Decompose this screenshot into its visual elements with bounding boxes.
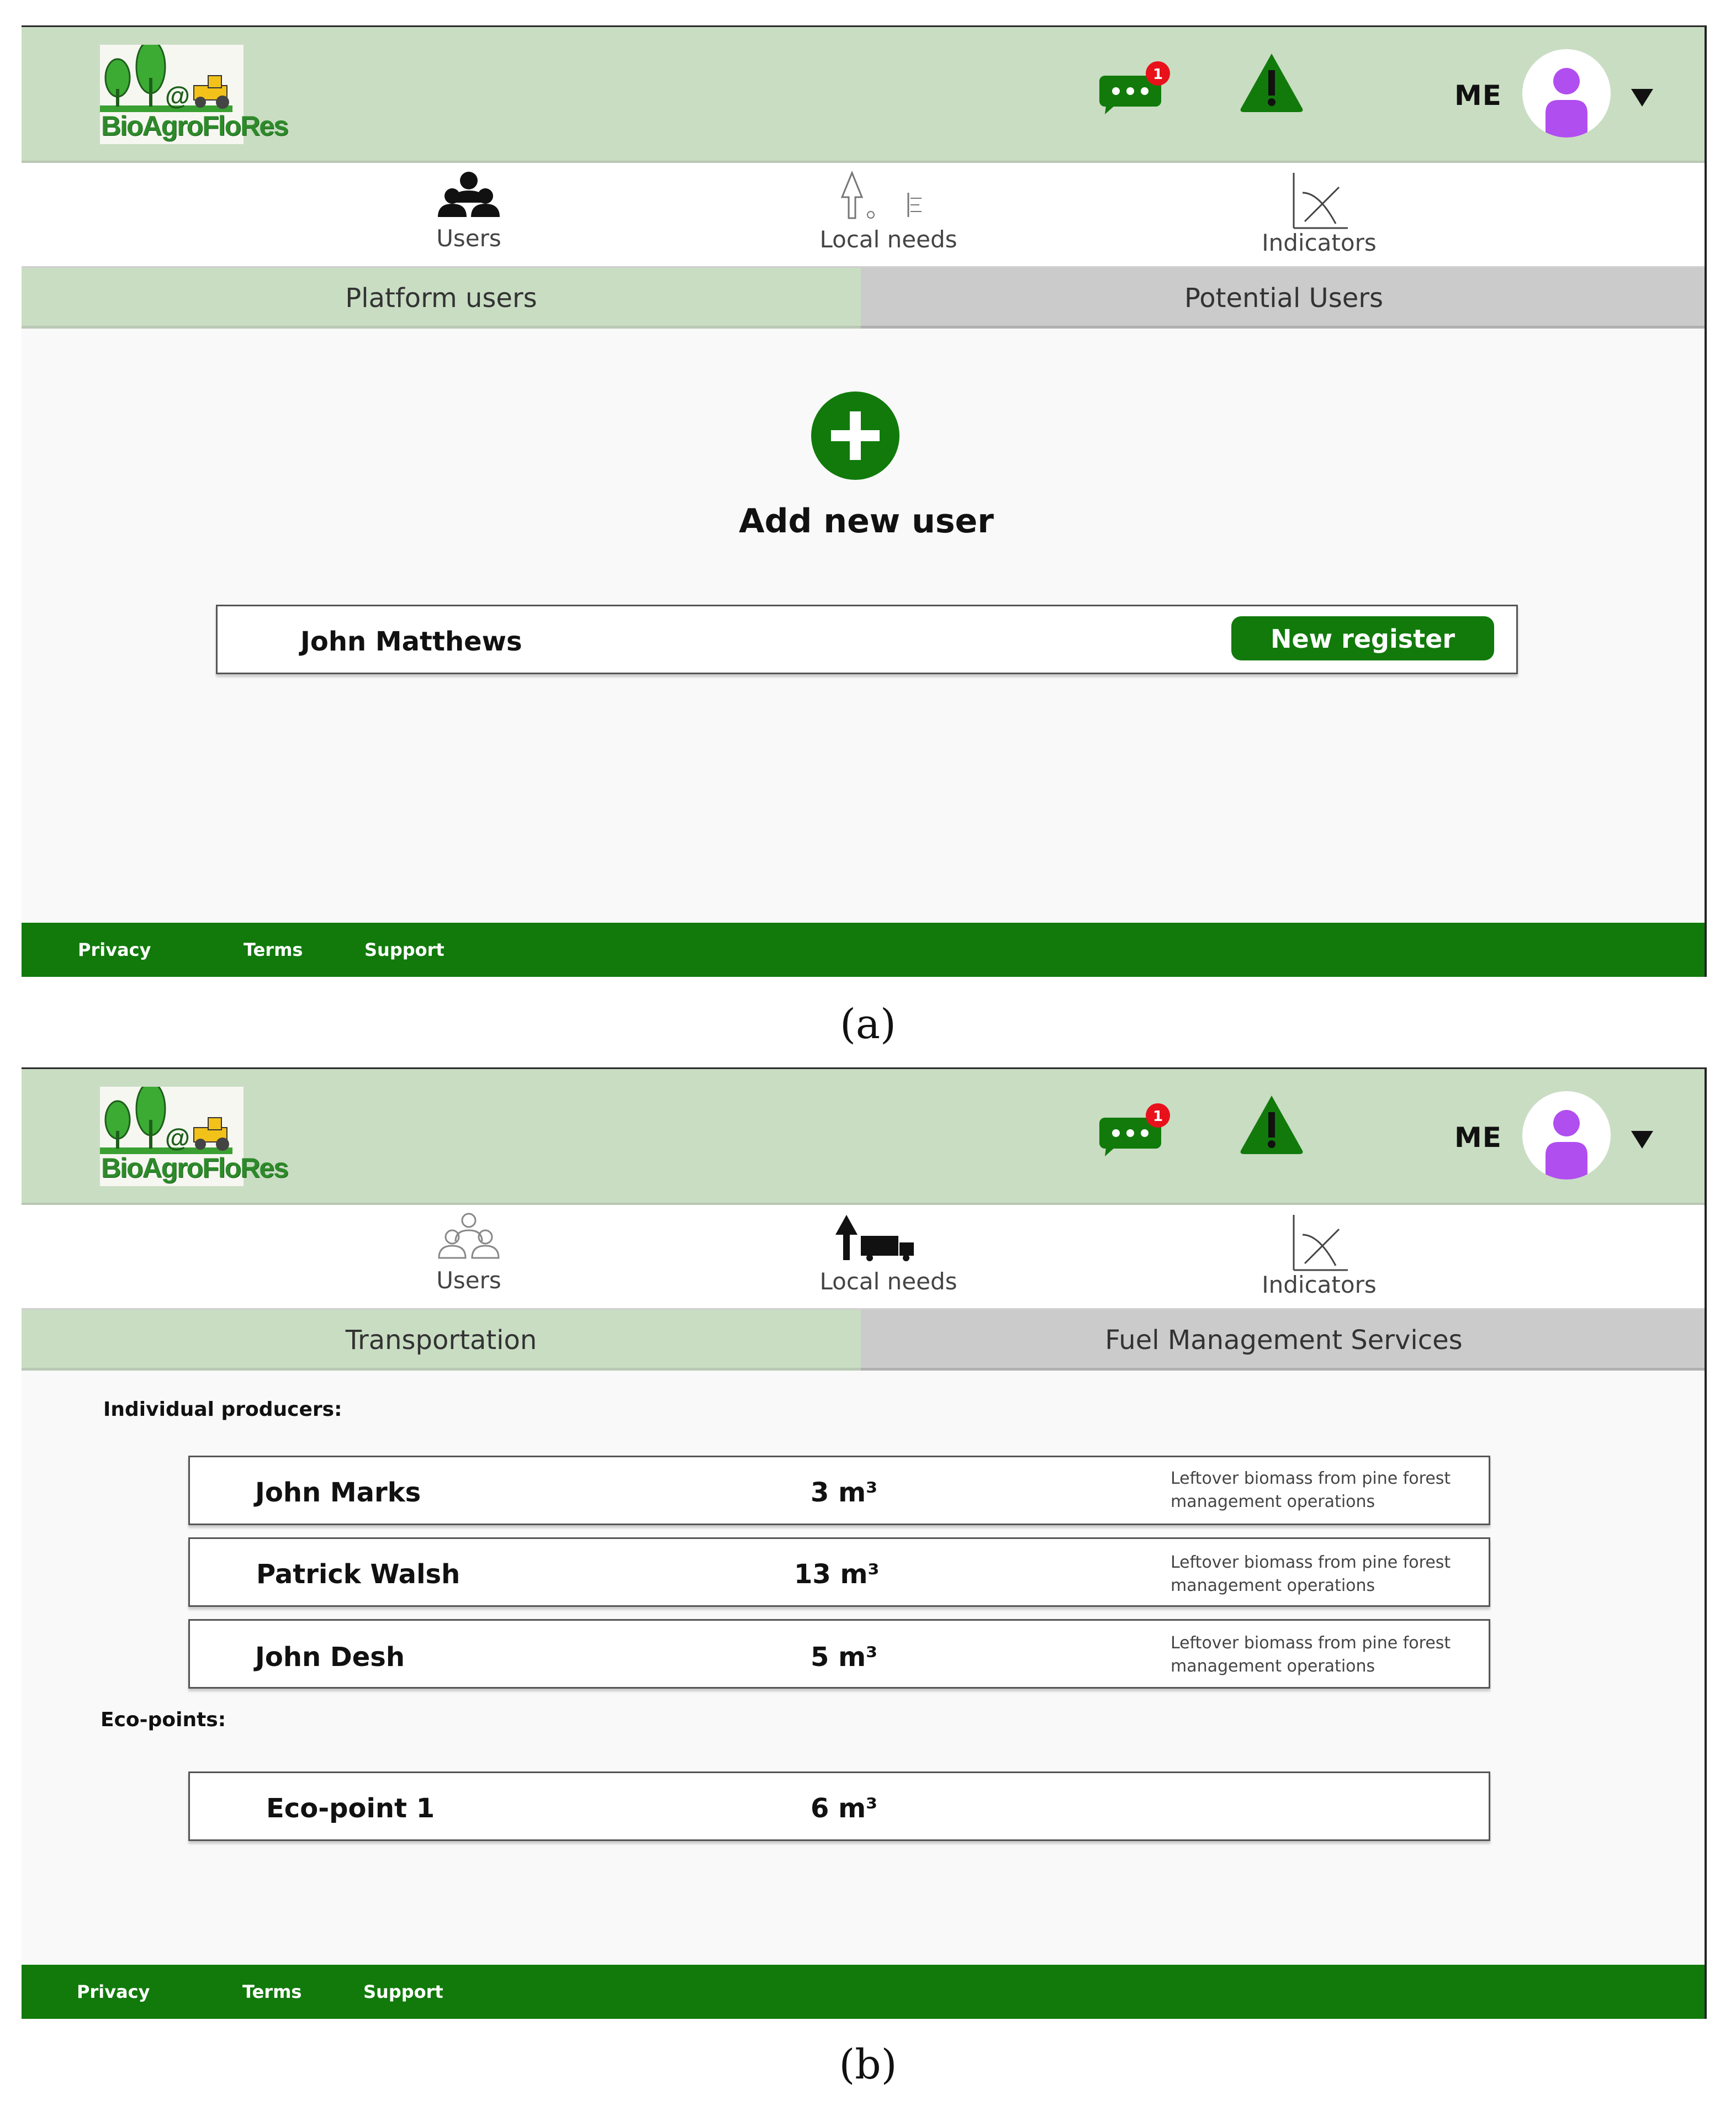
producer-name: John Marks bbox=[255, 1477, 421, 1508]
producers-heading: Individual producers: bbox=[103, 1398, 342, 1421]
local-needs-icon bbox=[839, 171, 927, 220]
logo-graphic-icon bbox=[100, 1087, 244, 1159]
svg-text:@: @ bbox=[165, 81, 190, 110]
caption-a: (a) bbox=[840, 1001, 896, 1048]
avatar[interactable] bbox=[1522, 1091, 1611, 1180]
screen-b bbox=[22, 1067, 1707, 2019]
svg-text:@: @ bbox=[165, 1123, 190, 1152]
app-logo[interactable] bbox=[100, 1087, 288, 1186]
main-nav bbox=[22, 163, 1705, 268]
tree-truck-icon bbox=[833, 1213, 922, 1262]
nav-indicators[interactable] bbox=[1225, 163, 1413, 268]
chat-badge-count: 1 bbox=[1152, 1108, 1163, 1125]
user-avatar-icon bbox=[1522, 49, 1611, 137]
users-outline-icon bbox=[436, 1210, 502, 1260]
footer-terms-link[interactable]: Terms bbox=[242, 1981, 302, 2002]
nav-local-needs-label: Local needs bbox=[819, 1268, 957, 1295]
sub-tabs bbox=[22, 268, 1705, 329]
header-bar bbox=[22, 27, 1705, 163]
user-avatar-icon bbox=[1522, 1091, 1611, 1180]
tab-transportation[interactable]: Transportation bbox=[22, 1310, 861, 1371]
nav-indicators-label: Indicators bbox=[1262, 229, 1377, 256]
footer bbox=[22, 923, 1705, 977]
chart-icon bbox=[1286, 171, 1352, 231]
add-user-label[interactable]: Add new user bbox=[739, 502, 994, 541]
footer-privacy-link[interactable]: Privacy bbox=[78, 939, 151, 960]
chat-notification-icon[interactable] bbox=[1096, 59, 1179, 120]
ecopoint-name: Eco-point 1 bbox=[266, 1793, 435, 1824]
producer-row[interactable] bbox=[188, 1619, 1490, 1689]
users-icon bbox=[436, 168, 502, 218]
add-user-icon[interactable] bbox=[811, 392, 899, 480]
alert-icon[interactable] bbox=[1239, 1093, 1305, 1155]
nav-local-needs[interactable] bbox=[789, 1205, 988, 1310]
footer-privacy-link[interactable]: Privacy bbox=[77, 1981, 150, 2002]
avatar[interactable] bbox=[1522, 49, 1611, 137]
screen-a bbox=[22, 25, 1707, 977]
footer-terms-link[interactable]: Terms bbox=[244, 939, 303, 960]
new-register-button[interactable]: New register bbox=[1231, 616, 1494, 660]
nav-users-label: Users bbox=[436, 225, 501, 252]
user-name-label: ME bbox=[1454, 80, 1502, 112]
logo-text: BioAgroFloRes bbox=[101, 110, 288, 141]
nav-users[interactable] bbox=[375, 1205, 563, 1310]
producer-description: Leftover biomass from pine forest management operations bbox=[1171, 1553, 1451, 1595]
ecopoint-row[interactable] bbox=[188, 1771, 1490, 1841]
chat-notification-icon[interactable] bbox=[1096, 1101, 1179, 1162]
caption-b: (b) bbox=[839, 2041, 897, 2088]
tab-potential-users[interactable]: Potential Users bbox=[861, 268, 1707, 329]
footer-support-link[interactable]: Support bbox=[364, 939, 444, 960]
user-row bbox=[216, 605, 1518, 674]
logo-text: BioAgroFloRes bbox=[101, 1152, 288, 1183]
tab-fuel-management[interactable]: Fuel Management Services bbox=[861, 1310, 1707, 1371]
nav-indicators[interactable] bbox=[1225, 1205, 1413, 1310]
main-nav bbox=[22, 1205, 1705, 1310]
user-name: John Matthews bbox=[300, 626, 522, 657]
producer-row[interactable] bbox=[188, 1537, 1490, 1607]
chat-badge-count: 1 bbox=[1152, 66, 1163, 83]
nav-users[interactable] bbox=[375, 163, 563, 268]
producer-name: Patrick Walsh bbox=[256, 1559, 461, 1590]
sub-tabs bbox=[22, 1310, 1705, 1371]
app-logo[interactable] bbox=[100, 45, 288, 144]
caret-down-icon[interactable] bbox=[1630, 88, 1654, 108]
nav-users-label: Users bbox=[436, 1267, 501, 1294]
ecopoints-heading: Eco-points: bbox=[100, 1709, 226, 1731]
header-bar bbox=[22, 1069, 1705, 1205]
producer-quantity: 5 m³ bbox=[811, 1642, 878, 1673]
producer-row[interactable] bbox=[188, 1456, 1490, 1525]
nav-local-needs-label: Local needs bbox=[819, 226, 957, 253]
producer-name: John Desh bbox=[255, 1642, 405, 1673]
caret-down-icon[interactable] bbox=[1630, 1130, 1654, 1150]
producer-quantity: 3 m³ bbox=[811, 1477, 878, 1508]
producer-description: Leftover biomass from pine forest management operations bbox=[1171, 1469, 1451, 1511]
footer bbox=[22, 1965, 1705, 2019]
chart-icon bbox=[1286, 1213, 1352, 1273]
tab-platform-users[interactable]: Platform users bbox=[22, 268, 861, 329]
footer-support-link[interactable]: Support bbox=[363, 1981, 443, 2002]
user-name-label: ME bbox=[1454, 1122, 1502, 1154]
nav-indicators-label: Indicators bbox=[1262, 1271, 1377, 1298]
ecopoint-quantity: 6 m³ bbox=[811, 1793, 878, 1824]
logo-graphic-icon bbox=[100, 45, 244, 117]
producer-description: Leftover biomass from pine forest management operations bbox=[1171, 1633, 1451, 1676]
alert-icon[interactable] bbox=[1239, 51, 1305, 113]
producer-quantity: 13 m³ bbox=[794, 1559, 880, 1590]
nav-local-needs[interactable] bbox=[789, 163, 988, 268]
